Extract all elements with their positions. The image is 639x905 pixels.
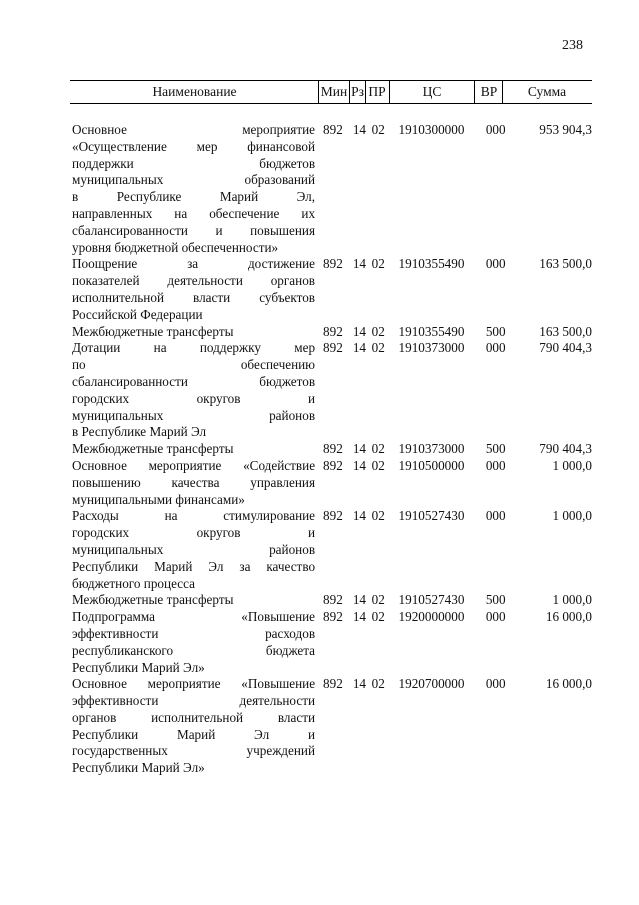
row-cs: 1920000000 [398,609,465,625]
row-vr: 000 [485,609,506,625]
row-cs: 1920700000 [398,676,465,692]
header-pr: ПР [368,84,386,99]
header-bottom-rule [70,103,592,104]
table-row [72,508,592,592]
row-vr: 000 [485,256,506,272]
row-name-line: направленных на обеспечение их [72,205,316,221]
row-name-line: уровня бюджетной обеспеченности» [72,239,279,255]
row-rz: 14 [352,592,366,608]
row-min: 892 [323,256,343,272]
row-name [72,508,315,592]
row-pr: 02 [371,609,385,625]
row-cs: 1910355490 [398,323,465,339]
row-name [72,458,315,508]
row-name-line: эффективности расходов [72,625,316,641]
row-name [72,324,315,341]
row-name-line: муниципальных районов [72,541,316,557]
row-rz: 14 [352,323,366,339]
row-name-line: в Республике Марий Эл [72,424,207,440]
row-rz: 14 [352,122,366,137]
row-vr: 500 [485,441,506,457]
row-min: 892 [323,122,343,137]
row-sum: 790 404,3 [539,340,592,356]
row-name-line: муниципальных образований [72,172,316,188]
row-sum: 16 000,0 [545,609,592,625]
row-name-line: повышению качества управления [72,474,316,490]
row-cs: 1910527430 [398,508,465,524]
row-cs: 1910355490 [398,256,465,272]
row-name [72,592,315,609]
row-sum: 790 404,3 [539,441,592,457]
row-name-line: государственных учреждений [72,743,316,759]
table-row [72,441,592,458]
row-pr: 02 [371,441,385,457]
row-vr: 000 [485,457,506,473]
row-cs: 1910527430 [398,592,465,608]
header-divider [502,80,503,103]
row-pr: 02 [371,592,385,608]
table-body [72,122,592,777]
row-rz: 14 [352,609,366,625]
row-name-line: городских округов и [72,390,316,406]
row-vr: 000 [485,340,506,356]
row-vr: 500 [485,323,506,339]
row-name-line: Основное мероприятие [72,122,316,137]
row-name-line: в Республике Марий Эл, [72,189,316,205]
row-min: 892 [323,441,343,457]
header-divider [318,80,319,103]
row-cs: 1910373000 [398,340,465,356]
row-min: 892 [323,592,343,608]
row-sum: 163 500,0 [539,256,592,272]
row-sum: 1 000,0 [552,508,592,524]
row-name-line: городских округов и [72,525,316,541]
row-rz: 14 [352,256,366,272]
row-name-line: муниципальными финансами» [72,491,245,507]
table-row [72,609,592,676]
row-sum: 163 500,0 [539,323,592,339]
row-name-line: муниципальных районов [72,407,316,423]
row-name-line: Российской Федерации [72,306,203,322]
row-name-line: Республики Марий Эл» [72,760,205,776]
table-row [72,122,592,256]
header-divider [349,80,350,103]
header-vr: ВР [480,84,498,99]
row-vr: 000 [485,508,506,524]
row-vr: 000 [485,122,506,137]
row-name [72,256,315,323]
row-name-line: бюджетного процесса [72,575,195,591]
header-cs: ЦС [422,84,442,99]
row-vr: 500 [485,592,506,608]
table-row [72,324,592,341]
table-row [72,340,592,441]
row-name-line: показателей деятельности органов [72,273,316,289]
row-name-line: по обеспечению [72,357,316,373]
row-name-line: Поощрение за достижение [72,256,316,272]
row-pr: 02 [371,323,385,339]
row-sum: 953 904,3 [539,122,592,137]
row-name-line: Республики Марий Эл и [72,726,316,742]
row-name [72,676,315,777]
row-vr: 000 [485,676,506,692]
row-name-line: органов исполнительной власти [72,709,316,725]
row-name-line: Дотации на поддержку мер [72,340,316,356]
row-min: 892 [323,609,343,625]
row-min: 892 [323,340,343,356]
row-name-line: эффективности деятельности [72,693,316,709]
row-name [72,441,315,458]
row-name [72,340,315,441]
row-name-line: сбалансированности бюджетов [72,373,316,389]
row-cs: 1910373000 [398,441,465,457]
row-sum: 1 000,0 [552,592,592,608]
header-divider [474,80,475,103]
row-name-line: исполнительной власти субъектов [72,289,316,305]
row-rz: 14 [352,457,366,473]
row-rz: 14 [352,508,366,524]
page-number: 238 [562,38,583,53]
row-name-line: Республики Марий Эл» [72,659,205,675]
row-name-line: Межбюджетные трансферты [72,441,234,457]
row-name-line: Расходы на стимулирование [72,508,316,524]
row-name-line: Межбюджетные трансферты [72,323,234,339]
row-name-line: сбалансированности и повышения [72,222,316,238]
row-min: 892 [323,508,343,524]
row-name-line: Республики Марий Эл за качество [72,558,316,574]
row-cs: 1910500000 [398,457,465,473]
header-name: Наименование [152,84,237,99]
row-min: 892 [323,323,343,339]
header-divider [365,80,366,103]
row-rz: 14 [352,676,366,692]
row-min: 892 [323,457,343,473]
row-name-line: Межбюджетные трансферты [72,592,234,608]
header-min: Мин [320,84,348,99]
table-row [72,458,592,508]
header-sum: Сумма [527,84,567,99]
row-name-line: Основное мероприятие «Содействие [72,457,316,473]
row-name-line: Подпрограмма «Повышение [72,609,316,625]
row-min: 892 [323,676,343,692]
row-pr: 02 [371,122,385,137]
row-pr: 02 [371,256,385,272]
row-pr: 02 [371,457,385,473]
table-row [72,592,592,609]
row-name-line: поддержки бюджетов [72,155,316,171]
row-pr: 02 [371,508,385,524]
row-name-line: «Осуществление мер финансовой [72,138,316,154]
header-rz: Рз [351,84,364,99]
table-row [72,676,592,777]
row-rz: 14 [352,340,366,356]
row-name [72,609,315,676]
row-rz: 14 [352,441,366,457]
row-name [72,122,315,256]
row-name-line: Основное мероприятие «Повышение [72,676,316,692]
row-cs: 1910300000 [398,122,465,137]
row-pr: 02 [371,676,385,692]
header-divider [389,80,390,103]
table-row [72,256,592,323]
row-sum: 16 000,0 [545,676,592,692]
row-name-line: республиканского бюджета [72,642,316,658]
row-pr: 02 [371,340,385,356]
row-sum: 1 000,0 [552,457,592,473]
